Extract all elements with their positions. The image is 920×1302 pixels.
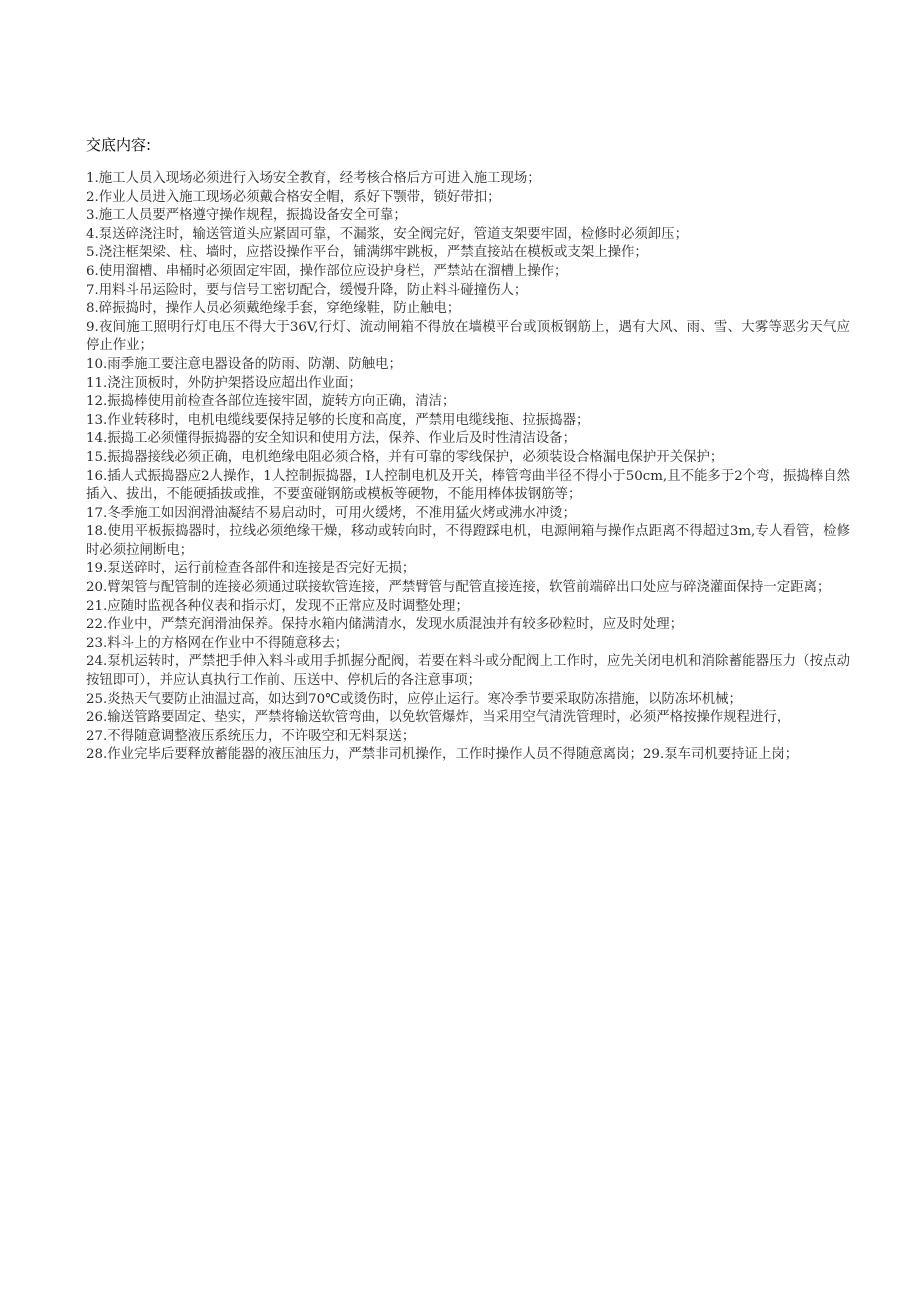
safety-item: 3.施工人员要严格遵守操作规程，振捣设备安全可靠；	[86, 208, 407, 224]
safety-item: 23.料斗上的方格网在作业中不得随意移去；	[86, 635, 349, 651]
safety-item: 13.作业转移时，电机电缆线要保持足够的长度和高度，严禁用电缆线拖、拉振捣器；	[86, 412, 590, 428]
safety-item: 6.使用溜槽、串桶时必须固定牢固，操作部位应设护身栏，严禁站在溜槽上操作；	[86, 263, 568, 279]
safety-item: 25.炎热天气要防止油温过高，如达到70℃或烫伤时，应停止运行。寒冷季节要采取防冻措施，以防冻坏机械；	[86, 691, 742, 707]
document-page	[86, 132, 850, 765]
safety-item: 1.施工人员入现场必须进行入场安全教育，经考核合格后方可进入施工现场；	[86, 171, 541, 186]
safety-item: 17.冬季施工如因润滑油凝结不易启动时，可用火缓烤，不准用猛火烤或沸水冲烫；	[86, 505, 576, 521]
safety-item: 12.振捣棒使用前检查各部位连接牢固，旋转方向正确，清洁；	[86, 394, 456, 410]
safety-item: 20.臂架管与配管制的连接必须通过联接软管连接，严禁臂管与配管直接连接，软管前端碎出口处应与碎浇灌面保持一定距离；	[86, 580, 831, 596]
safety-item: 26.输送管路要固定、垫实，严禁将输送软管弯曲，以免软管爆炸，当采用空气清洗管理时，必须严格按操作规程进行，	[86, 710, 791, 726]
safety-item: 2.作业人员进入施工现场必须戴合格安全帽，系好下颚带，锁好带扣；	[86, 189, 501, 205]
safety-item: 10.雨季施工要注意电器设备的防雨、防潮、防触电；	[86, 356, 402, 372]
safety-item: 19.泵送碎时，运行前检查各部件和连接是否完好无损；	[86, 561, 416, 577]
safety-item: 14.振捣工必须懂得振捣器的安全知识和使用方法，保养、作业后及时性清洁设备；	[86, 431, 576, 447]
safety-item: 27.不得随意调整液压系统压力，不许吸空和无料泵送；	[86, 728, 416, 744]
safety-item: 8.碎振捣时，操作人员必须戴绝缘手套，穿绝缘鞋，防止触电；	[86, 301, 461, 317]
safety-item: 18.使用平板振捣器时，拉线必须绝缘干燥，移动或转向时，不得蹬踩电机，电源闸箱与操作点距离不得超过3m,专人看管，检修时必须拉闸断电；	[86, 524, 850, 558]
safety-item: 15.振捣器接线必须正确，电机绝缘电阻必须合格，并有可靠的零线保护，必须装设合格漏电保护开关保护；	[86, 449, 724, 465]
safety-item: 28.作业完毕后要释放蓄能器的液压油压力，严禁非司机操作，工作时操作人员不得随意离岗；29.泵车司机要持证上岗；	[86, 747, 799, 763]
safety-item: 5.浇注框架梁、柱、墙时，应搭设操作平台，铺满绑牢跳板，严禁直接站在模板或支架上操作；	[86, 245, 648, 261]
safety-item: 11.浇注顶板时，外防护架搭设应超出作业面；	[86, 375, 362, 391]
safety-item: 22.作业中，严禁充润滑油保养。保持水箱内储满清水，发现水质混浊并有较多砂粒时，应及时处理；	[86, 617, 684, 633]
safety-item: 7.用料斗吊运险时，要与信号工密切配合，缓慢升降，防止料斗碰撞伤人；	[86, 282, 528, 298]
safety-item: 21.应随时监视各种仪表和指示灯，发现不正常应及时调整处理；	[86, 598, 469, 614]
safety-item: 9.夜间施工照明行灯电压不得大于36V,行灯、流动闸箱不得放在墙模平台或顶板钢筋上，遇有大风、雨、雪、大雾等恶劣天气应停止作业；	[86, 319, 850, 354]
safety-items-list	[86, 170, 850, 765]
document-heading: 交底内容:	[86, 136, 152, 154]
safety-item: 24.泵机运转时，严禁把手伸入料斗或用手抓握分配阀，若要在料斗或分配阀上工作时，应先关闭电机和消除蓄能器压力（按点动按钮即可），并应认真执行工作前、压送中、停机后的各注意事项；	[86, 654, 850, 689]
safety-item: 16.插人式振捣器应2人操作，1人控制振捣器，I人控制电机及开关，棒管弯曲半径不得小于50cm,且不能多于2个弯，振捣棒自然插入、拔出，不能硬插拔或推，不要蛮碰钢筋或模板等硬物，不能用棒体拔钢筋等；	[86, 468, 850, 503]
safety-item: 4.泵送碎浇注时，输送管道头应紧固可靠，不漏浆，安全阀完好，管道支架要牢固，检修时必须卸压；	[86, 226, 688, 242]
